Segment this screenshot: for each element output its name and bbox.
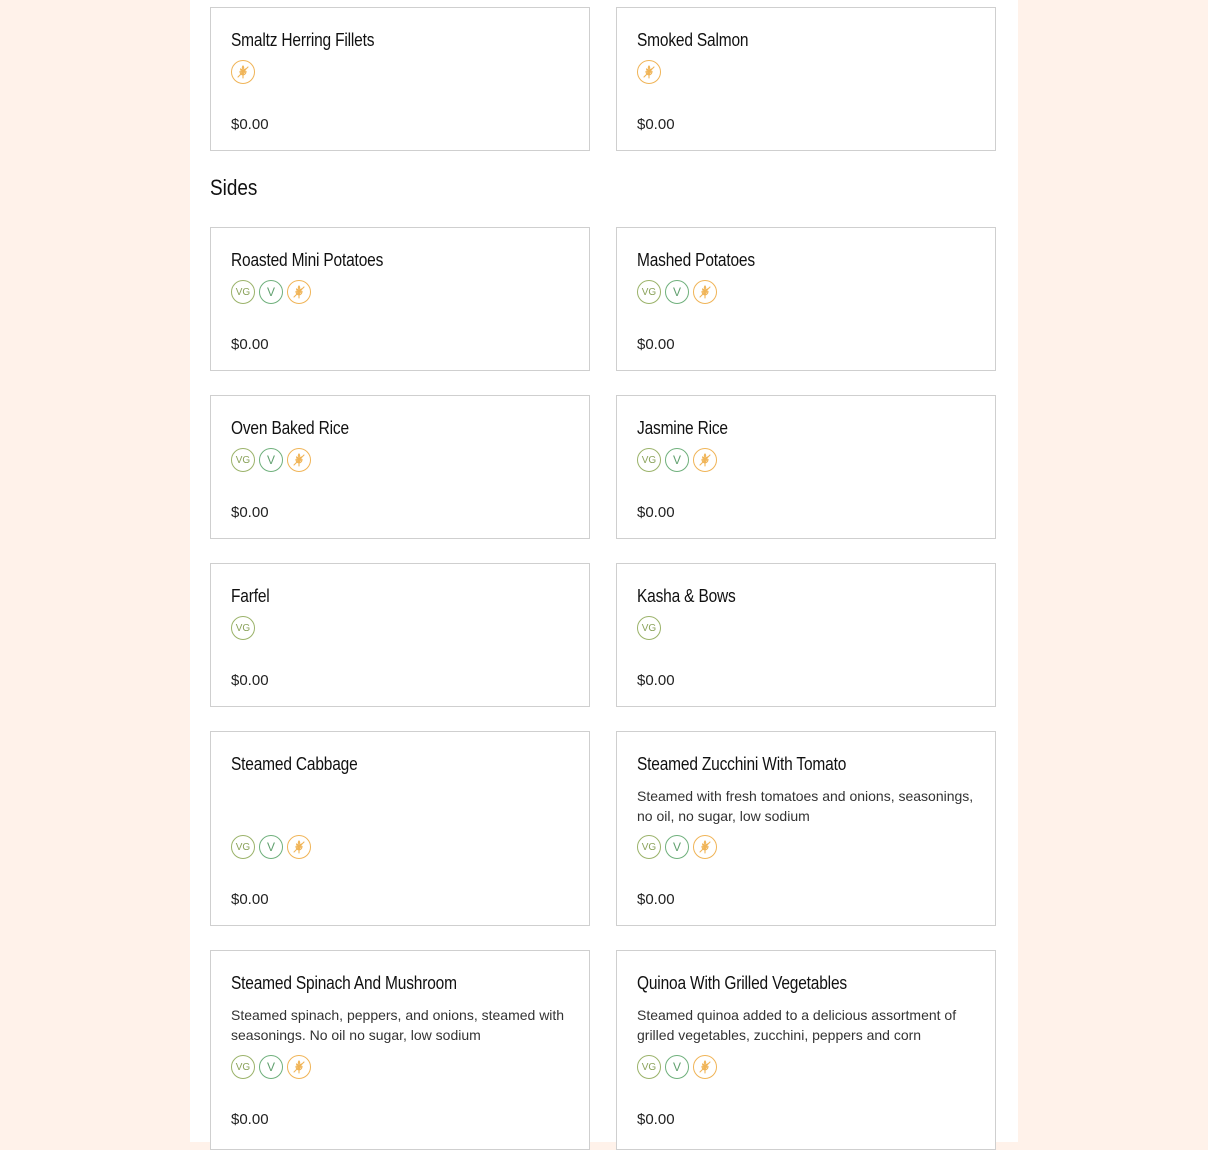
vegan-icon: VG (637, 448, 661, 472)
gluten-free-icon (287, 1055, 311, 1079)
vegetarian-icon: V (259, 835, 283, 859)
vegan-icon: VG (231, 835, 255, 859)
menu-item-card (616, 395, 996, 539)
menu-item-name: Steamed Cabbage (231, 754, 358, 774)
dietary-icons (637, 835, 717, 859)
dietary-icons (231, 1055, 311, 1079)
menu-item-price: $0.00 (231, 672, 269, 689)
menu-item-card (210, 227, 590, 371)
vegetarian-icon: V (665, 280, 689, 304)
menu-item-name: Farfel (231, 586, 270, 606)
menu-page (190, 0, 1018, 1142)
vegan-icon: VG (637, 280, 661, 304)
menu-item-name: Steamed Spinach And Mushroom (231, 973, 457, 993)
menu-item-name: Mashed Potatoes (637, 250, 755, 270)
menu-item-card (616, 227, 996, 371)
gluten-free-icon (693, 1055, 717, 1079)
menu-item-card (210, 563, 590, 707)
menu-item-description: Steamed quinoa added to a delicious assortment of grilled vegetables, zucchini, peppers and corn (637, 1007, 957, 1043)
menu-item-price: $0.00 (231, 116, 269, 133)
menu-item-price: $0.00 (231, 504, 269, 521)
menu-item-card (210, 7, 590, 151)
vegetarian-icon: V (665, 1055, 689, 1079)
menu-item-price: $0.00 (231, 891, 269, 908)
gluten-free-icon (693, 835, 717, 859)
menu-item-card (616, 563, 996, 707)
menu-item-name: Smoked Salmon (637, 30, 749, 50)
menu-item-name: Kasha & Bows (637, 586, 736, 606)
vegetarian-icon: V (259, 448, 283, 472)
menu-item-price: $0.00 (637, 504, 675, 521)
dietary-icons (637, 60, 661, 84)
vegan-icon: VG (637, 616, 661, 640)
menu-item-price: $0.00 (637, 1111, 675, 1128)
menu-item-card (210, 395, 590, 539)
vegan-icon: VG (637, 835, 661, 859)
dietary-icons (231, 448, 311, 472)
menu-item-card (616, 7, 996, 151)
dietary-icons (231, 280, 311, 304)
vegetarian-icon: V (259, 280, 283, 304)
dietary-icons (637, 448, 717, 472)
menu-item-name: Steamed Zucchini With Tomato (637, 754, 847, 774)
dietary-icons (637, 280, 717, 304)
gluten-free-icon (287, 280, 311, 304)
dietary-icons (231, 60, 255, 84)
vegan-icon: VG (231, 280, 255, 304)
menu-item-card (210, 731, 590, 926)
menu-item-name: Jasmine Rice (637, 418, 728, 438)
dietary-icons (231, 835, 311, 859)
section-title-sides: Sides (210, 175, 258, 200)
vegan-icon: VG (231, 616, 255, 640)
gluten-free-icon (231, 60, 255, 84)
menu-item-description: Steamed with fresh tomatoes and onions, seasonings, no oil, no sugar, low sodium (637, 788, 974, 824)
menu-item-price: $0.00 (231, 336, 269, 353)
menu-item-price: $0.00 (231, 1111, 269, 1128)
gluten-free-icon (637, 60, 661, 84)
menu-item-name: Smaltz Herring Fillets (231, 30, 375, 50)
gluten-free-icon (287, 448, 311, 472)
menu-item-price: $0.00 (637, 672, 675, 689)
dietary-icons (637, 616, 661, 640)
menu-item-name: Oven Baked Rice (231, 418, 349, 438)
menu-item-price: $0.00 (637, 116, 675, 133)
dietary-icons (231, 616, 255, 640)
dietary-icons (637, 1055, 717, 1079)
menu-item-description: Steamed spinach, peppers, and onions, steamed with seasonings. No oil no sugar, low sodium (231, 1007, 565, 1043)
menu-item-card (616, 950, 996, 1150)
vegan-icon: VG (231, 1055, 255, 1079)
gluten-free-icon (287, 835, 311, 859)
menu-item-price: $0.00 (637, 891, 675, 908)
gluten-free-icon (693, 280, 717, 304)
vegan-icon: VG (637, 1055, 661, 1079)
menu-item-card (210, 950, 590, 1150)
menu-item-price: $0.00 (637, 336, 675, 353)
vegetarian-icon: V (259, 1055, 283, 1079)
menu-item-name: Roasted Mini Potatoes (231, 250, 384, 270)
menu-item-name: Quinoa With Grilled Vegetables (637, 973, 847, 993)
vegetarian-icon: V (665, 835, 689, 859)
menu-item-card (616, 731, 996, 926)
vegetarian-icon: V (665, 448, 689, 472)
vegan-icon: VG (231, 448, 255, 472)
gluten-free-icon (693, 448, 717, 472)
